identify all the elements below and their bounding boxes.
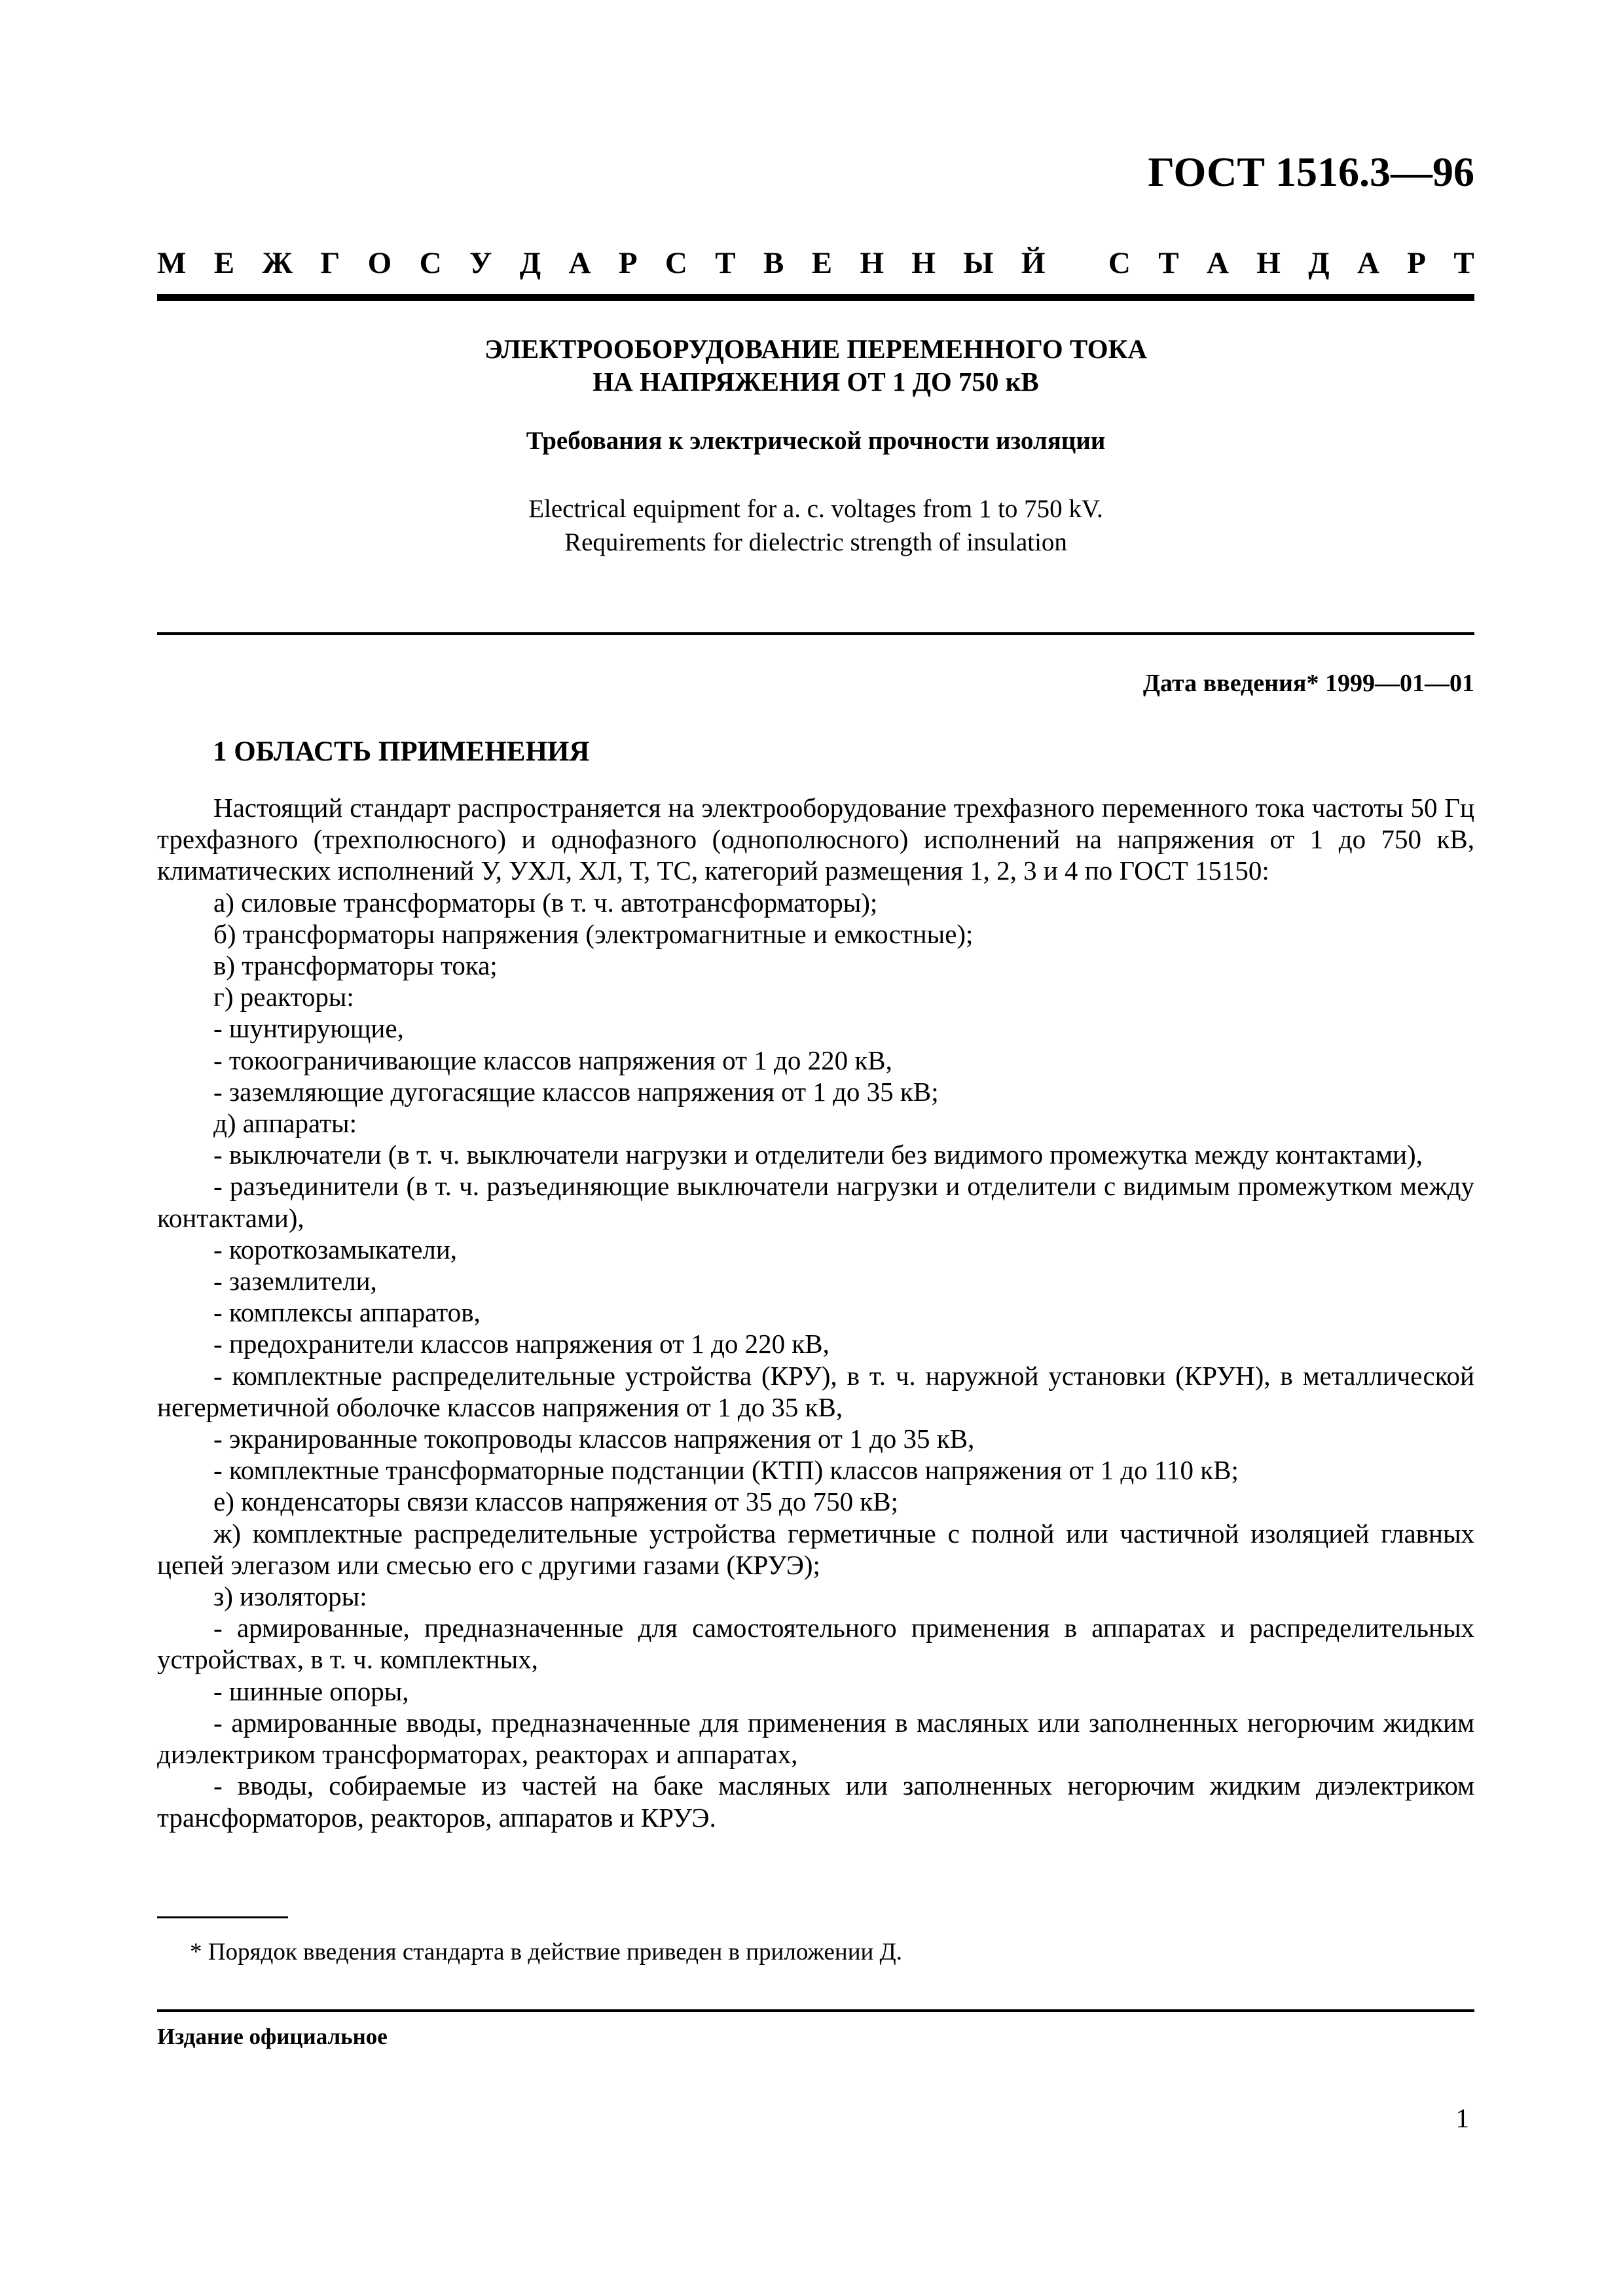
banner-letter: Д	[1308, 246, 1330, 280]
list-item: г) реакторы:	[213, 982, 354, 1013]
banner-letter: Н	[1256, 246, 1281, 280]
body-paragraph: - шунтирующие,	[213, 1013, 404, 1044]
body-paragraph: - шинные опоры,	[213, 1676, 409, 1706]
body-paragraph: - вводы, собираемые из частей на баке масляных или заполненных негорючим жидким диэлектриком трансформаторов, реакторов, аппаратов и КРУЭ.	[157, 1770, 1474, 1833]
introduction-date: Дата введения* 1999—01—01	[1142, 670, 1474, 697]
document-subtitle: Требования к электрической прочности изоляции	[526, 427, 1106, 455]
list-item: б) трансформаторы напряжения (электромагнитные и емкостные);	[213, 918, 974, 949]
english-title-line-1: Electrical equipment for a. c. voltages from 1 to 750 kV.	[528, 495, 1103, 523]
body-paragraph: - комплексы аппаратов,	[213, 1297, 481, 1328]
list-item: е) конденсаторы связи классов напряжения от 35 до 750 кВ;	[213, 1486, 899, 1517]
body-paragraph: - комплектные распределительные устройства (КРУ), в т. ч. наружной установки (КРУН), в металлической негерметичной оболочке классов напряжения от 1 до 35 кВ,	[157, 1360, 1474, 1422]
banner-letter: А	[1357, 246, 1379, 280]
list-item: д) аппараты:	[213, 1108, 357, 1139]
edition-label: Издание официальное	[157, 2024, 388, 2049]
banner-letter: А	[568, 246, 591, 280]
body-paragraph: - экранированные токопроводы классов напряжения от 1 до 35 кВ,	[213, 1424, 975, 1454]
banner-gap	[1073, 245, 1081, 281]
footnote: * Порядок введения стандарта в действие приведен в приложении Д.	[190, 1939, 903, 1965]
banner-letter: Г	[320, 246, 340, 280]
title-line-1: ЭЛЕКТРООБОРУДОВАНИЕ ПЕРЕМЕННОГО ТОКА	[484, 334, 1147, 364]
banner-letter: Т	[715, 246, 736, 280]
body-paragraph: - токоограничивающие классов напряжения от 1 до 220 кВ,	[213, 1045, 892, 1075]
body-paragraph: - заземляющие дугогасящие классов напряжения от 1 до 35 кВ;	[213, 1076, 939, 1107]
banner-letter: Р	[1407, 246, 1426, 280]
banner-letter: О	[367, 246, 392, 280]
title-line-2: НА НАПРЯЖЕНИЯ ОТ 1 ДО 750 кВ	[593, 367, 1039, 397]
body-paragraph: - комплектные трансформаторные подстанции (КТП) классов напряжения от 1 до 110 кВ;	[213, 1455, 1239, 1486]
banner-letter: Р	[618, 246, 638, 280]
body-paragraph: - выключатели (в т. ч. выключатели нагрузки и отделители без видимого промежутка между контактами),	[213, 1139, 1423, 1170]
standard-category-banner	[157, 245, 1474, 281]
body-paragraph: - армированные вводы, предназначенные для применения в масляных или заполненных негорючим жидким диэлектриком трансформаторах, реакторах и аппаратах,	[157, 1707, 1474, 1770]
banner-letter: Т	[1158, 246, 1179, 280]
body-paragraph: - короткозамыкатели,	[213, 1234, 458, 1265]
section-body	[157, 792, 1474, 1833]
list-item: а) силовые трансформаторы (в т. ч. автотрансформаторы);	[213, 887, 878, 918]
body-paragraph: - предохранители классов напряжения от 1 до 220 кВ,	[213, 1329, 830, 1359]
list-item: з) изоляторы:	[213, 1581, 367, 1612]
body-paragraph: - армированные, предназначенные для самостоятельного применения в аппаратах и распределительных устройствах, в т. ч. комплектных,	[157, 1613, 1474, 1675]
body-paragraph: ж) комплектные распределительные устройства герметичные с полной или частичной изоляцией главных цепей элегазом или смесью его с другими газами (КРУЭ);	[157, 1518, 1474, 1580]
english-title	[157, 492, 1474, 559]
banner-letter: Ы	[963, 246, 994, 280]
banner-letter: М	[157, 246, 187, 280]
banner-letter: Е	[213, 246, 235, 280]
footer-rule	[157, 2009, 1474, 2012]
header-rule	[157, 294, 1474, 301]
body-paragraph: - разъединители (в т. ч. разъединяющие выключатели нагрузки и отделители с видимым промежутком между контактами),	[157, 1171, 1474, 1233]
banner-letter: С	[1108, 246, 1131, 280]
banner-letter: В	[763, 246, 784, 280]
banner-letter: С	[419, 246, 442, 280]
page-number: 1	[1455, 2103, 1469, 2133]
list-item: в) трансформаторы тока;	[213, 950, 498, 981]
document-code: ГОСТ 1516.3—96	[1148, 149, 1474, 195]
banner-letter: С	[665, 246, 687, 280]
banner-letter: Д	[519, 246, 541, 280]
footnote-rule	[157, 1916, 288, 1918]
banner-letter: Й	[1021, 246, 1046, 280]
section-heading: 1 ОБЛАСТЬ ПРИМЕНЕНИЯ	[213, 736, 590, 767]
body-paragraph: - заземлители,	[213, 1266, 377, 1297]
banner-letter: А	[1206, 246, 1229, 280]
banner-letter: Н	[911, 246, 936, 280]
banner-letter: Е	[811, 246, 833, 280]
banner-letter: У	[469, 246, 492, 280]
banner-letter: Т	[1453, 246, 1474, 280]
title-rule	[157, 632, 1474, 635]
body-paragraph: Настоящий стандарт распространяется на электрооборудование трехфазного переменного тока частоты 50 Гц трехфазного (трехполюсного) и однофазного (однополюсного) исполнений на напряжения от 1 до 750 кВ, климатических исполнений У, УХЛ, ХЛ, Т, ТС, категорий размещения 1, 2, 3 и 4 по ГОСТ 15150:	[157, 793, 1474, 886]
document-title	[157, 332, 1474, 398]
english-title-line-2: Requirements for dielectric strength of insulation	[564, 528, 1067, 556]
banner-letter: Ж	[262, 246, 293, 280]
banner-letter: Н	[860, 246, 884, 280]
